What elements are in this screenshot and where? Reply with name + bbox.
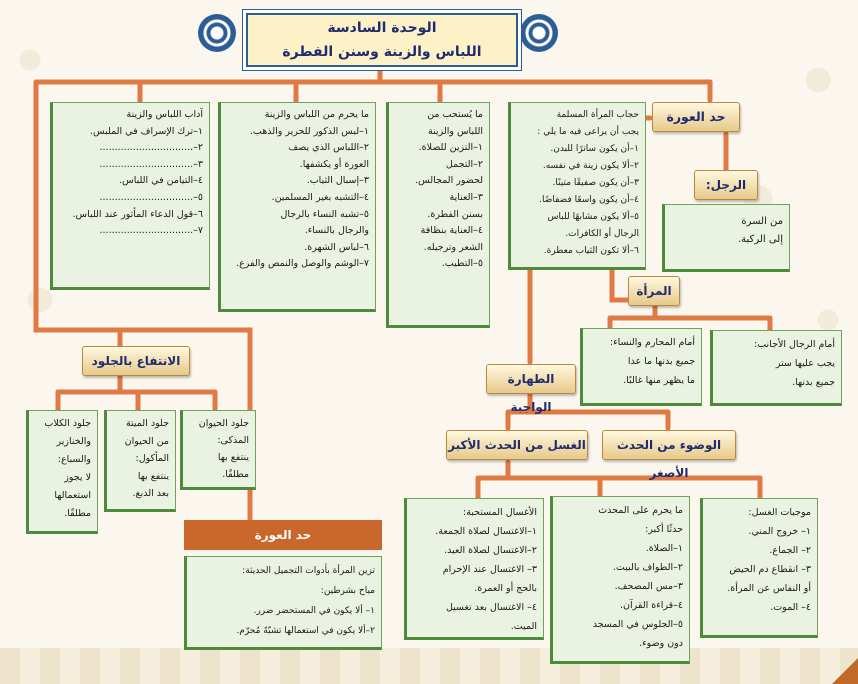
hijab-line-2: ١–أن يكون ساترًا للبدن. [550, 144, 639, 154]
yahrum-muhdith-line-7: دون وضوء. [639, 638, 683, 649]
jild2-line-3: ينتفع بها [137, 470, 169, 482]
jild2-line-2: المأكول: [135, 453, 169, 464]
hijab-line-4: ٣–أن يكون صفيقًا متينًا. [552, 178, 639, 188]
jild3-line-4: استعمالها [54, 490, 91, 501]
yustahab-line-4: لحضور المجالس. [415, 175, 483, 187]
mujibat-line-1: ١– خروج المني. [748, 526, 811, 537]
box-mujibat [700, 498, 818, 638]
box-yahrum-muhdith [550, 496, 690, 664]
mujibat-line-3: ٣– انقطاع دم الحيض [729, 564, 811, 575]
adab-line-2: ٢–............................... [99, 142, 203, 154]
yahrum-muhdith-line-5: ٤–قراءة القرآن. [620, 600, 683, 611]
unit-title-line1: الوحدة السادسة [327, 20, 437, 36]
adab-line-0: آداب اللباس والزينة [126, 109, 203, 120]
maharim-line-0: أمام المحارم والنساء: [609, 337, 695, 348]
box-jild2 [104, 410, 176, 512]
box-rajul [662, 204, 790, 272]
maharim-line-1: جميع بدنها ما عدا [627, 356, 695, 367]
yustahab-line-2: ١–التزين للصلاة. [418, 142, 483, 154]
jild2-line-4: بعد الدبغ. [132, 488, 169, 499]
maharim-line-2: ما يظهر منها غالبًا. [623, 375, 695, 386]
yahrum-muhdith-line-6: ٥–الجلوس في المسجد [592, 619, 683, 630]
hijab-line-3: ٢–ألا يكون زينة في نفسه. [542, 161, 639, 171]
box-hijab [508, 102, 646, 270]
aghsal-line-1: ١–الاغتسال لصلاة الجمعة. [435, 526, 537, 537]
mujibat-line-2: ٢– الجماع. [769, 545, 811, 556]
yahrum-muhdith-line-3: ٢–الطواف بالبيت. [612, 562, 683, 573]
yahrum-muhdith-line-1: حدثًا أكبر: [645, 524, 683, 535]
jild3-line-1: والخنازير [56, 436, 91, 447]
adab-line-5: ٥–............................... [99, 191, 203, 203]
jild2-line-0: جلود الميتة [125, 418, 169, 429]
ajanib-line-0: أمام الرجال الأجانب: [754, 339, 835, 350]
yahrum-line-8: ٦–لباس الشهرة. [304, 241, 369, 253]
yustahab-line-0: ما يُستحب من [427, 109, 483, 120]
adab-line-4: ٤–التيامن في اللباس. [119, 175, 203, 187]
yahrum-line-1: ١–لبس الذكور للحرير والذهب. [249, 125, 369, 137]
hijab-line-0: حجاب المرأة المسلمة [556, 110, 639, 120]
yahrum-muhdith-line-0: ما يحرم على المحدث [598, 505, 683, 516]
yahrum-line-0: ما يحرم من اللباس والزينة [264, 109, 369, 120]
adab-line-7: ٧–............................... [99, 225, 203, 237]
box-adab [50, 102, 210, 290]
yahrum-line-7: والرجال بالنساء. [304, 225, 369, 237]
mujibat-line-4: أو النفاس عن المرأة. [727, 583, 811, 594]
rajul-line-0: من السرة [741, 216, 783, 227]
box-ajanib [710, 330, 842, 406]
hijab-line-5: ٤–أن يكون واسعًا فضفاضًا. [539, 195, 639, 205]
box-yahrum [218, 102, 376, 312]
yustahab-line-3: ٢–التجمل [445, 158, 483, 170]
hijab-line-1: يجب أن يراعى فيه ما يلي : [537, 127, 639, 137]
hijab-line-6: ٥–ألا يكون مشابهًا للباس [547, 212, 639, 222]
jild1-line-3: مطلقًا. [222, 469, 249, 480]
yustahab-line-5: ٣–العناية [449, 191, 483, 203]
label-alintifa: الانتفاع بالجلود [82, 346, 190, 376]
hijab-line-7: الرجال أو الكافرات. [565, 229, 639, 239]
label-had-alawra-2: حد العورة [184, 520, 382, 550]
yustahab-line-8: الشعر وترجيله. [423, 241, 483, 253]
jild1-line-1: المذكى: [217, 435, 249, 446]
jild3-line-5: مطلقًا. [64, 508, 91, 519]
box-jild3 [26, 410, 98, 534]
left-medallion [198, 14, 236, 52]
adab-line-3: ٣–............................... [99, 158, 203, 170]
right-medallion [520, 14, 558, 52]
ajanib-line-1: يجب عليها ستر [775, 358, 835, 369]
unit-title-line2: اللباس والزينة وسنن الفطرة [282, 44, 482, 60]
adab-line-6: ٦–قول الدعاء المأثور عند اللباس. [72, 208, 203, 220]
yahrum-muhdith-line-4: ٣–مس المصحف. [614, 581, 683, 592]
yustahab-line-1: اللباس والزينة [427, 125, 483, 137]
jild1-line-2: ينتفع بها [217, 452, 249, 463]
aghsal-line-0: الأغسال المستحبة: [463, 507, 537, 518]
mujibat-line-5: ٤– الموت. [770, 602, 811, 613]
jild2-line-1: من الحيوان [124, 435, 169, 447]
unit-title-box [246, 13, 518, 67]
label-almaraa: المرأة [628, 276, 680, 306]
adab-line-1: ١–ترك الإسراف في الملبس. [89, 125, 203, 137]
box-yustahab [386, 102, 490, 328]
aghsal-line-2: ٢–الاغتسال لصلاة العيد. [444, 545, 537, 556]
tazayyun-line-3: ٢–ألا يكون في استعمالها تشبّهٌ مُحرّم. [236, 626, 375, 636]
label-had-alawra: حد العورة [652, 102, 740, 132]
mujibat-line-0: موجبات الغسل: [748, 507, 811, 518]
yustahab-line-9: ٥–التطيب. [441, 258, 483, 270]
yahrum-line-2: ٢–اللباس الذي يصف [288, 142, 369, 154]
tazayyun-line-2: ١– ألا يكون في المستحضر ضرر. [253, 606, 375, 616]
aghsal-line-4: بالحج أو العمرة. [474, 583, 537, 594]
label-altahara: الطهارة الواجبة [486, 364, 576, 394]
jild3-line-0: جلود الكلاب [44, 418, 91, 429]
jild3-line-3: لا يجوز [64, 472, 91, 483]
yahrum-line-3: العورة أو يكشفها. [299, 158, 369, 170]
rajul-line-1: إلى الركبة. [738, 234, 783, 245]
aghsal-line-6: الميت. [510, 621, 537, 632]
yahrum-line-5: ٤–التشبه بغير المسلمين. [271, 191, 369, 203]
yahrum-line-4: ٣–إسبال الثياب. [306, 175, 369, 187]
yustahab-line-6: بسنن الفطرة. [427, 208, 483, 220]
yahrum-muhdith-line-2: ١–الصلاة. [645, 543, 683, 554]
jild1-line-0: جلود الحيوان [198, 418, 249, 429]
yahrum-line-9: ٧–الوشم والوصل والنمص والفرع. [236, 258, 369, 270]
box-aghsal [404, 498, 544, 640]
tazayyun-line-1: مباح بشرطين: [320, 586, 375, 596]
label-alghusl: الغسل من الحدث الأكبر [446, 430, 588, 460]
tazayyun-line-0: تزين المرأة بأدوات التجميل الحديثة: [242, 566, 375, 576]
aghsal-line-5: ٤– الاغتسال بعد تغسيل [445, 602, 537, 613]
box-maharim [580, 328, 702, 406]
box-jild1 [180, 410, 256, 490]
ajanib-line-2: جميع بدنها. [792, 377, 835, 388]
jild3-line-2: والسباع: [57, 454, 91, 465]
label-alwudu: الوضوء من الحدث الأصغر [602, 430, 736, 460]
yahrum-line-6: ٥–تشبه النساء بالرجال [280, 208, 369, 220]
label-alrajul: الرجل: [694, 170, 758, 200]
yustahab-line-7: ٤–العناية بنظافة [420, 225, 483, 237]
aghsal-line-3: ٣– الاغتسال عند الإحرام [442, 564, 537, 575]
box-tazayyun [184, 556, 382, 650]
hijab-line-8: ٦–ألا تكون الثياب معطرة. [543, 246, 639, 256]
